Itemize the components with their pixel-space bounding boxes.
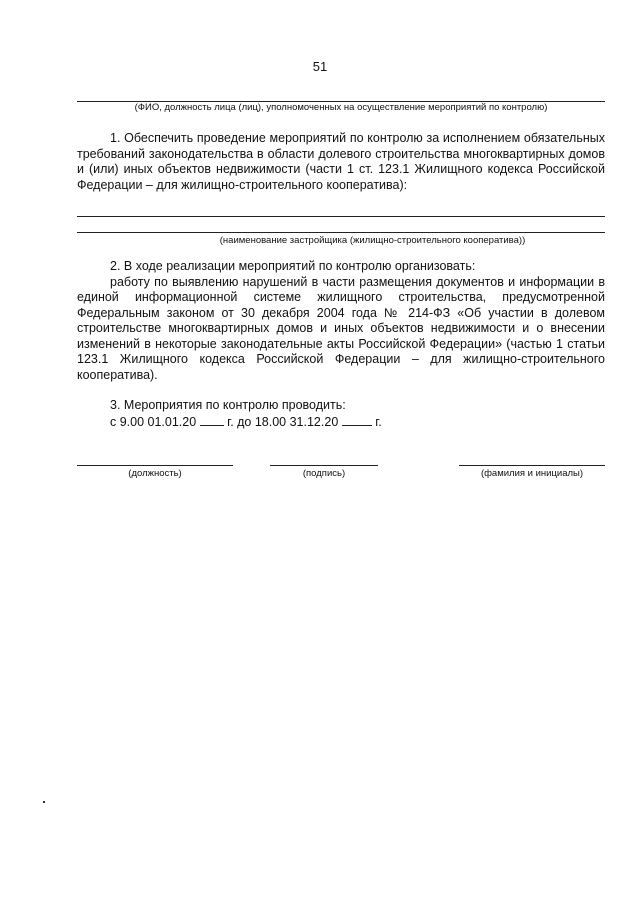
date-suffix: г. — [375, 414, 382, 429]
item-1-text: 1. Обеспечить проведение мероприятий по контролю за исполнением обязательных требований законодательства в области долевого строительства многоквартирных домов и (или) иных объектов недвижимости (части 1 ст. 123.1 Жилищного кодекса Российской Федерации – для жилищно-строительного кооператива): — [77, 131, 605, 192]
name-signature-line — [459, 465, 605, 466]
item-2 — [77, 259, 605, 383]
year-end-blank — [342, 414, 372, 426]
position-signature-line — [77, 465, 233, 466]
item-2-heading: 2. В ходе реализации мероприятий по контролю организовать: — [110, 259, 476, 273]
developer-blank-line-2 — [77, 232, 605, 233]
year-start-blank — [200, 414, 224, 426]
position-caption: (должность) — [128, 468, 182, 479]
developer-caption: (наименование застройщика (жилищно-строительного кооператива)) — [219, 235, 526, 246]
date-prefix: с 9.00 01.01.20 — [110, 414, 197, 429]
item-3-dates — [77, 414, 605, 431]
item-3-heading: 3. Мероприятия по контролю проводить: — [110, 398, 346, 412]
page-number: 51 — [312, 59, 328, 74]
developer-blank-line-1 — [77, 216, 605, 217]
stray-mark — [43, 801, 45, 803]
name-caption: (фамилия и инициалы) — [480, 468, 584, 479]
item-1 — [77, 131, 605, 193]
date-middle: г. до 18.00 31.12.20 — [227, 414, 339, 429]
header-caption: (ФИО, должность лица (лиц), уполномоченных на осуществление мероприятий по контролю) — [134, 102, 548, 113]
item-3 — [77, 398, 605, 430]
item-2-text: работу по выявлению нарушений в части размещения документов и информации в единой информационной системе жилищного строительства, предусмотренной Федеральным законом от 30 декабря 2004 года № 214-ФЗ «Об участии в долевом строительстве многоквартирных домов и иных объектов недвижимости и о внесении изменений в некоторые законодательные акты Российской Федерации» (частью 1 статьи 123.1 Жилищного кодекса Российской Федерации – для жилищно-строительного кооператива). — [77, 274, 605, 382]
signature-line — [270, 465, 378, 466]
signature-caption: (подпись) — [302, 468, 346, 479]
